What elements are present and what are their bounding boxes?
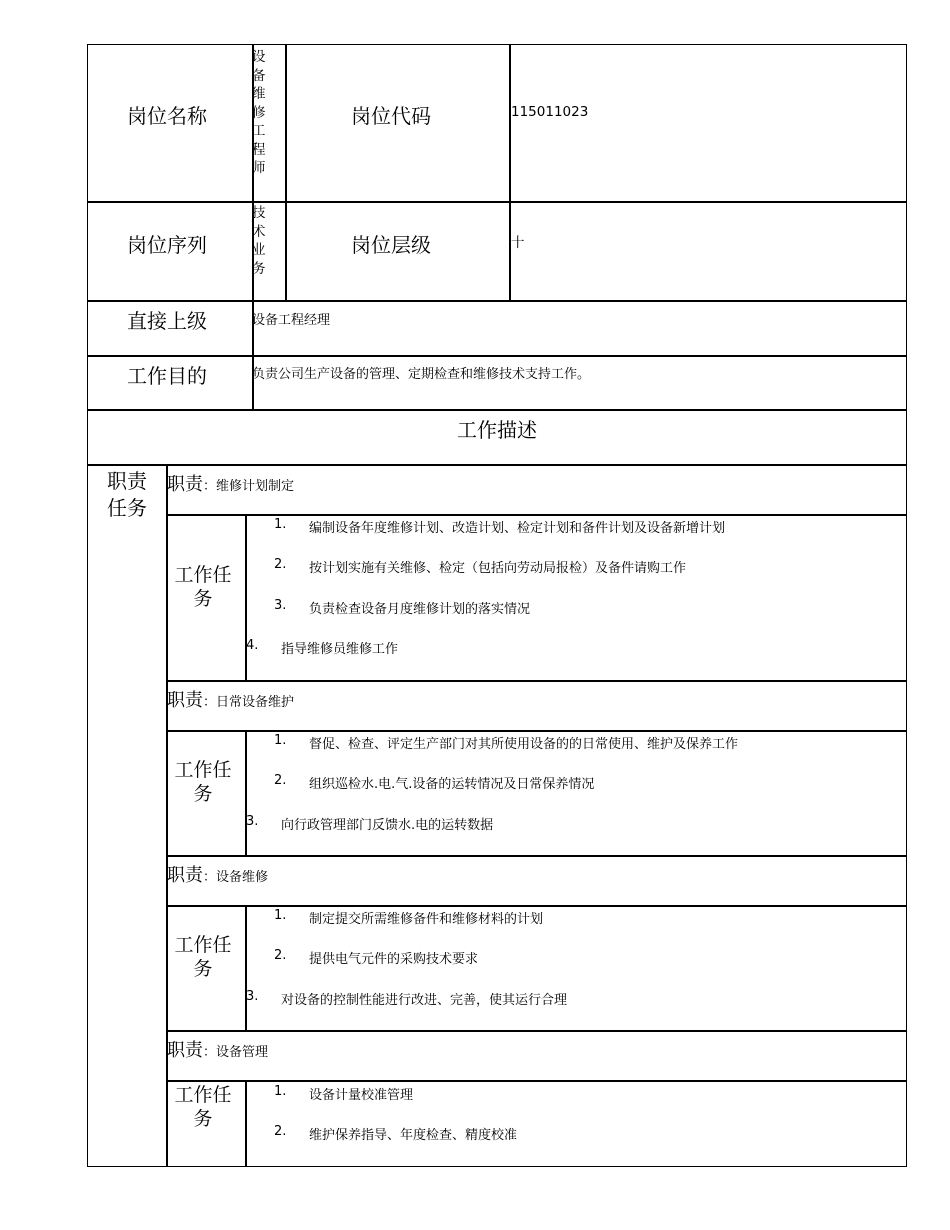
superior-label: 直接上级 — [127, 309, 207, 333]
grid-line — [166, 514, 907, 516]
responsibility-name: ：设备管理 — [203, 1045, 269, 1060]
position-code-label: 岗位代码 — [351, 104, 431, 128]
grid-line — [87, 355, 907, 357]
grid-line — [166, 905, 907, 907]
purpose-label: 工作目的 — [127, 364, 207, 388]
grid-line — [509, 44, 511, 301]
duties-label: 职责任务 — [107, 469, 147, 520]
task-number: 3. — [246, 989, 259, 1004]
task-text: 指导维修员维修工作 — [281, 642, 399, 657]
task-text: 负责检查设备月度维修计划的落实情况 — [309, 602, 531, 617]
position-name-value: 设 备 维 修 工 程 师 — [252, 49, 266, 176]
responsibility-title — [167, 470, 294, 496]
task-text: 提供电气元件的采购技术要求 — [309, 952, 479, 967]
responsibility-prefix: 职责 — [167, 865, 203, 886]
grid-line — [166, 855, 907, 857]
task-label: 工作任务 — [174, 759, 232, 805]
task-number: 3. — [274, 598, 287, 613]
task-text: 督促、检查、评定生产部门对其所使用设备的的日常使用、维护及保养工作 — [309, 737, 739, 752]
description-title: 工作描述 — [457, 418, 537, 442]
task-text: 维护保养指导、年度检查、精度校准 — [309, 1128, 518, 1143]
grid-line — [87, 464, 907, 466]
task-label: 工作任务 — [174, 934, 232, 980]
responsibility-name: ：维修计划制定 — [203, 479, 295, 494]
task-text: 编制设备年度维修计划、改造计划、检定计划和备件计划及设备新增计划 — [309, 521, 726, 536]
task-number: 3. — [246, 814, 259, 829]
task-number: 2. — [274, 948, 287, 963]
grid-line — [245, 514, 247, 681]
task-number: 1. — [274, 1084, 287, 1099]
responsibility-title — [167, 1036, 268, 1062]
task-text: 组织巡检水.电.气.设备的运转情况及日常保养情况 — [309, 777, 595, 792]
responsibility-prefix: 职责 — [167, 690, 203, 711]
responsibility-prefix: 职责 — [167, 474, 203, 495]
task-text: 设备计量校准管理 — [309, 1088, 414, 1103]
grid-line — [166, 730, 907, 732]
superior-value: 设备工程经理 — [252, 313, 331, 328]
task-label: 工作任务 — [174, 564, 232, 610]
grid-line — [245, 905, 247, 1031]
grid-line — [245, 1080, 247, 1167]
position-series-value: 技 术 业 务 — [252, 205, 266, 277]
purpose-value: 负责公司生产设备的管理、定期检查和维修技术支持工作。 — [252, 367, 591, 382]
task-number: 2. — [274, 557, 287, 572]
responsibility-prefix: 职责 — [167, 1040, 203, 1061]
grid-line — [166, 680, 907, 682]
task-label: 工作任务 — [174, 1084, 232, 1130]
task-number: 1. — [274, 908, 287, 923]
task-number: 1. — [274, 733, 287, 748]
task-text: 对设备的控制性能进行改进、完善，使其运行合理 — [281, 993, 568, 1008]
position-level-value: 十 — [511, 235, 525, 251]
grid-line — [166, 1080, 907, 1082]
position-series-label: 岗位序列 — [127, 233, 207, 257]
grid-line — [87, 201, 907, 203]
position-name-label: 岗位名称 — [127, 104, 207, 128]
grid-line — [285, 44, 287, 301]
grid-line — [166, 1030, 907, 1032]
responsibility-name: ：设备维修 — [203, 870, 269, 885]
responsibility-title — [167, 686, 294, 712]
task-number: 2. — [274, 773, 287, 788]
position-level-label: 岗位层级 — [351, 233, 431, 257]
grid-line — [245, 730, 247, 856]
responsibility-name: ：日常设备维护 — [203, 695, 295, 710]
grid-line — [87, 409, 907, 411]
task-number: 4. — [246, 638, 259, 653]
position-code-value: 115011023 — [511, 104, 589, 120]
task-text: 制定提交所需维修备件和维修材料的计划 — [309, 912, 544, 927]
task-number: 1. — [274, 517, 287, 532]
task-text: 按计划实施有关维修、检定（包括向劳动局报检）及备件请购工作 — [309, 561, 687, 576]
grid-line — [87, 300, 907, 302]
responsibility-title — [167, 861, 268, 887]
task-number: 2. — [274, 1124, 287, 1139]
task-text: 向行政管理部门反馈水.电的运转数据 — [281, 818, 494, 833]
